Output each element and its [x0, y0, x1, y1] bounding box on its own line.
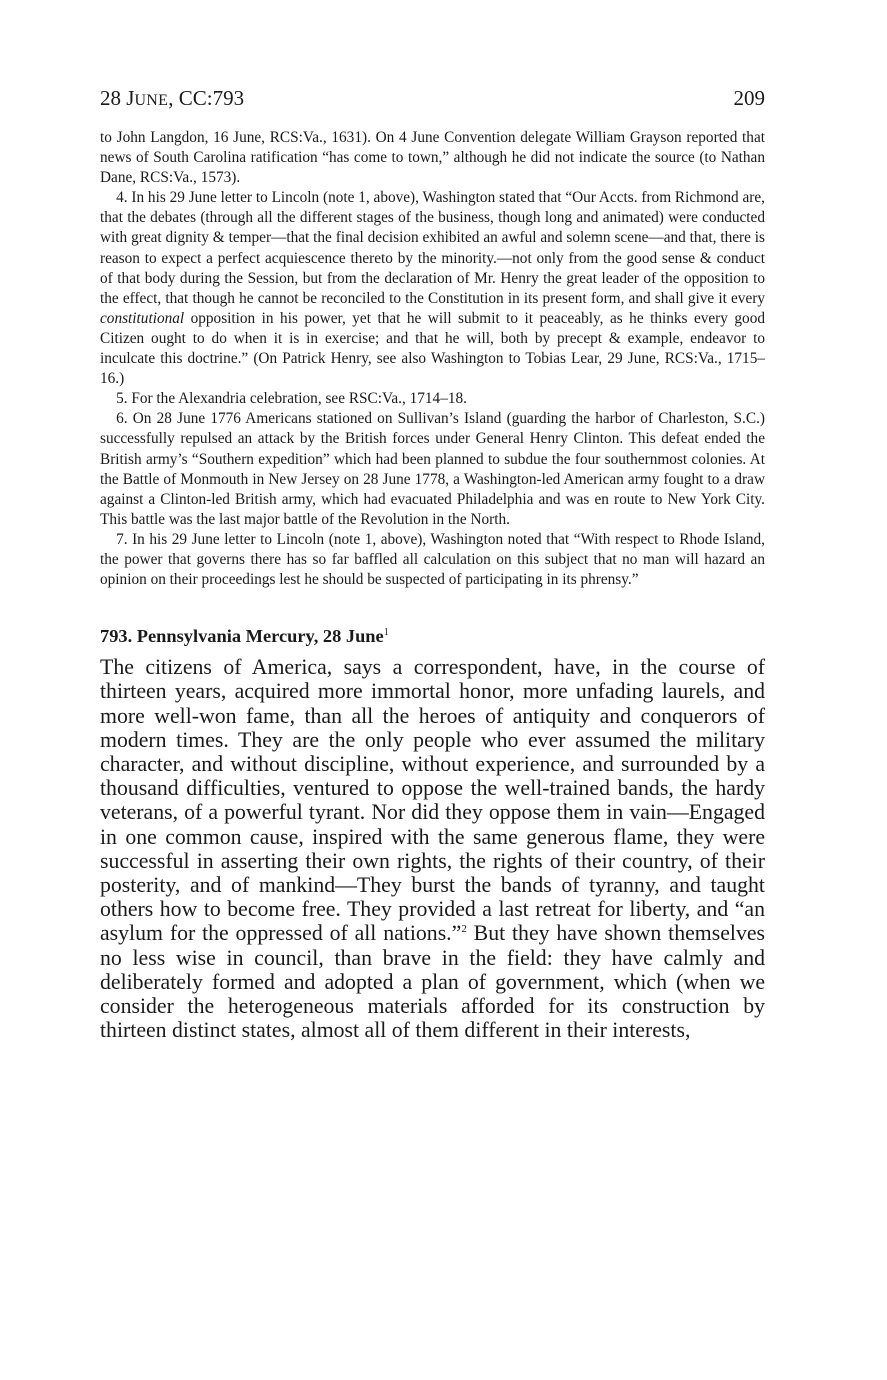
document-page: [100, 86, 765, 1042]
note-6: 6. On 28 June 1776 Americans stationed on Sullivan’s Island (guarding the harbor of Charleston, S.C.) successfully repulsed an attack by the British forces under General Henry Clinton. This defeat ended the British army’s “Southern expedition” which had been planned to subdue the four southernmost colonies. At the Battle of Monmouth in New Jersey on 28 June 1778, a Washington-led American army fought to a draw against a Clinton-led British army, which had evacuated Philadelphia and was en route to New York City. This battle was the last major battle of the Revolution in the North.: [100, 410, 765, 528]
body-note-ref: 2: [461, 923, 467, 936]
small-caps-month: UNE: [134, 92, 169, 109]
note-continuation: to John Langdon, 16 June, RCS:Va., 1631). On 4 June Convention delegate William Grayson reported that news of South Carolina ratification “has come to town,” although he did not indicate the source (to Nathan Dane, RCS:Va., 1573).: [100, 129, 765, 187]
footnotes: [100, 128, 765, 590]
document-body: The citizens of America, says a correspondent, have, in the course of thirteen years, acquired more immortal honor, more unfading laurels, and more well-won fame, than all the heroes of antiquity and conquerors of modern times. They are the only people who ever assumed the military character, and without discipline, without experience, and surrounded by a thousand difficulties, ventured to oppose the well-trained bands, the hardy veterans, of a powerful tyrant. Nor did they oppose them in vain—Engaged in one common cause, inspired with the same generous flame, they were successful in asserting their own rights, the rights of their country, of their posterity, and of mankind—They burst the bands of tyranny, and taught others how to become free. They provided a last retreat for liberty, and “an asylum for the oppressed of all nations.”$^2$ But they have shown themselves no less wise in council, than brave in the field: they have calmly and deliberately formed and adopted a plan of government, which (when we consider the heterogeneous materials afforded for its construction by thirteen distinct states, almost all of them different in their interests,: [100, 655, 765, 1043]
running-head: [100, 86, 765, 114]
page-number: 209: [733, 86, 765, 110]
running-head-title: 28 JUNE, CC:793: [100, 86, 245, 110]
heading-note-ref: 1: [383, 627, 389, 639]
note-4: 4. In his 29 June letter to Lincoln (note 1, above), Washington stated that “Our Accts. from Richmond are, that the debates (through all the different stages of the business, though long and animated) were conducted with great dignity & temper—that the final decision exhibited an awful and solemn scene—and that, there is reason to expect a perfect acquiescence thereto by the minority.—not only from the good sense & conduct of that body during the Session, but from the declaration of Mr. Henry the great leader of the opposition to the effect, that though he cannot be reconciled to the Constitution in its present form, and shall give it every constitutional opposition in his power, yet that he will submit to it peaceably, as he thinks every good Citizen ought to do when it is in exercise; and that he will, both by precept & example, endeavor to inculcate this doctrine.” (On Patrick Henry, see also Washington to Tobias Lear, 29 June, RCS:Va., 1715–16.): [100, 189, 765, 388]
note-5: 5. For the Alexandria celebration, see RSC:Va., 1714–18.: [116, 390, 467, 408]
document-heading: 793. Pennsylvania Mercury, 28 June$^1$: [100, 626, 389, 647]
note-7: 7. In his 29 June letter to Lincoln (note 1, above), Washington noted that “With respect to Rhode Island, the power that governs there has so far baffled all calculation on this subject that no man will hazard an opinion on their proceedings lest he should be suspected of participating in its phrensy.”: [100, 530, 765, 589]
